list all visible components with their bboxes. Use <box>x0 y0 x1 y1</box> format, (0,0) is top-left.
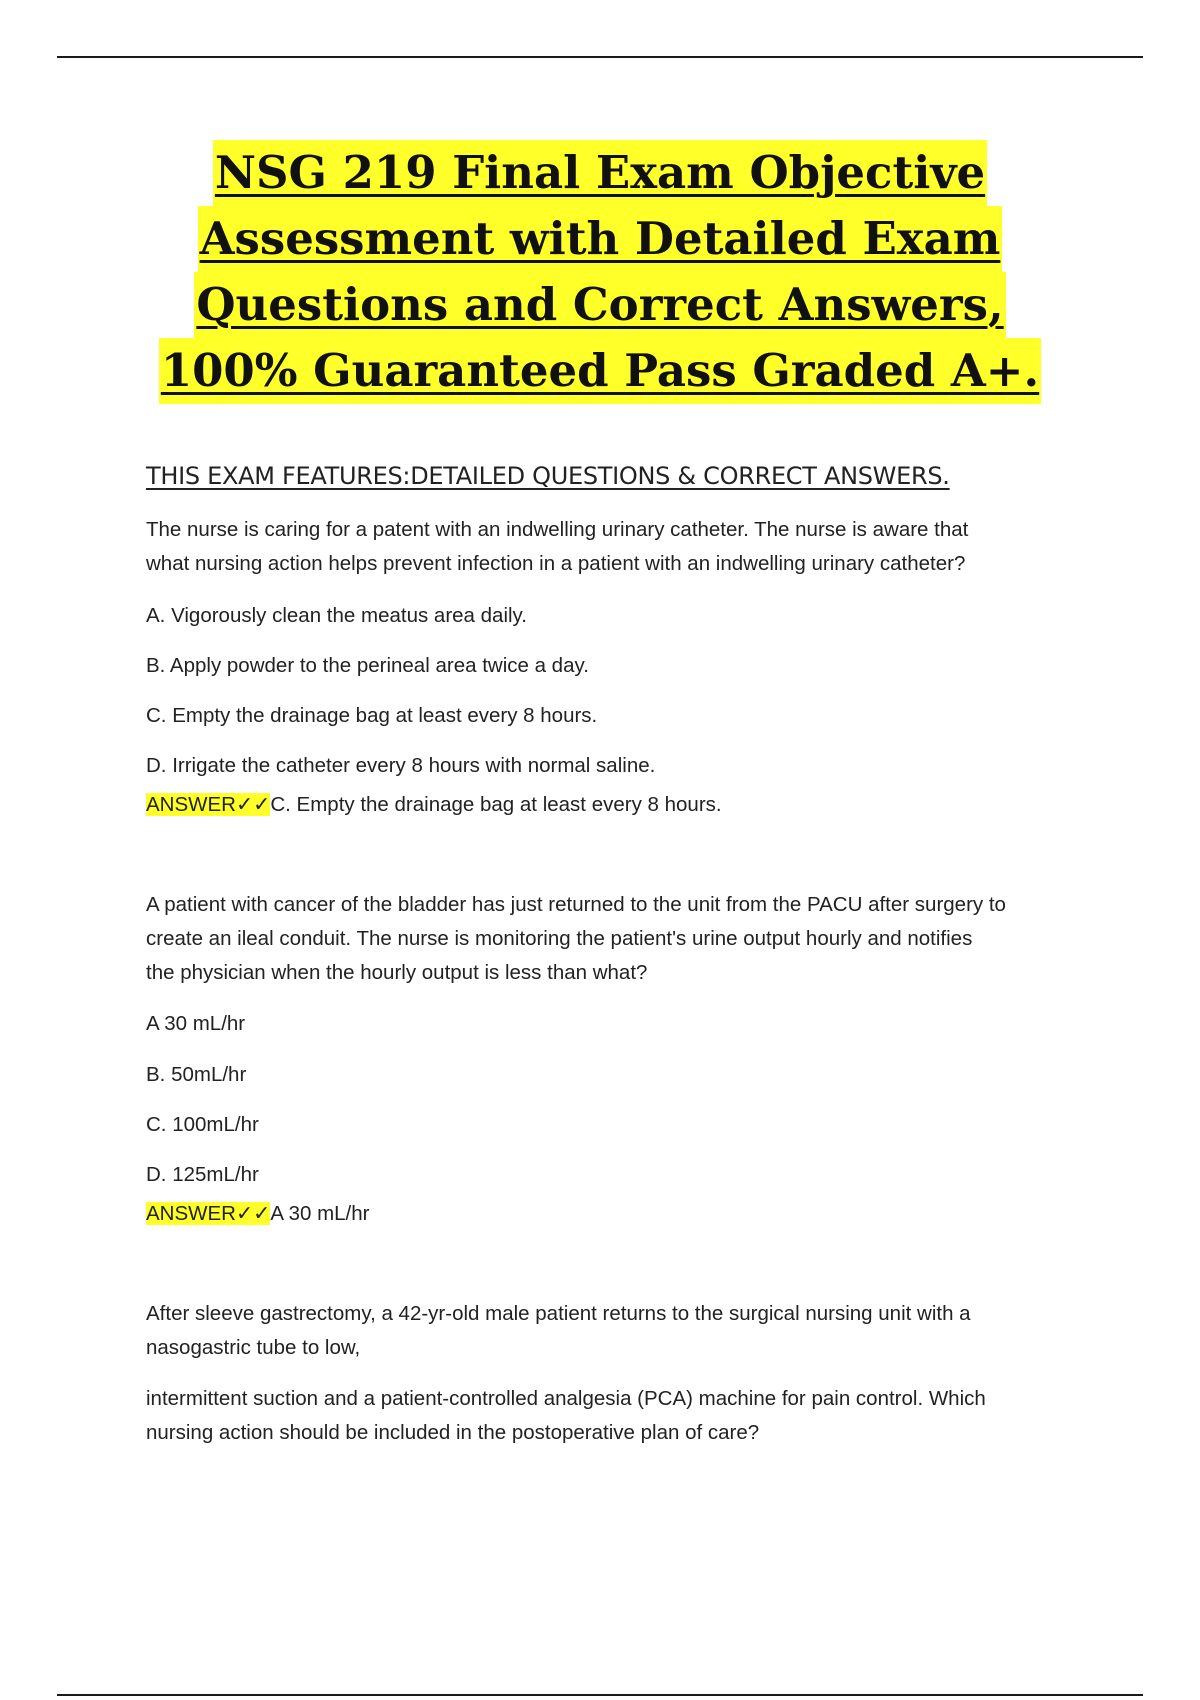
question-2-option-a: A 30 mL/hr <box>146 1012 246 1035</box>
features-heading: THIS EXAM FEATURES:DETAILED QUESTIONS & CORRECT ANSWERS. <box>146 462 950 490</box>
question-1-stem-line: The nurse is caring for a patent with an indwelling urinary catheter. The nurse is aware that <box>146 518 969 541</box>
answer-label: ANSWER✓✓ <box>146 793 271 816</box>
question-3-stem-line: After sleeve gastrectomy, a 42-yr-old male patient returns to the surgical nursing unit with a <box>146 1302 971 1325</box>
question-1-option-b: B. Apply powder to the perineal area twice a day. <box>146 654 589 677</box>
question-3-stem-line: nursing action should be included in the postoperative plan of care? <box>146 1421 760 1444</box>
title-line: NSG 219 Final Exam Objective <box>213 140 987 206</box>
footer-rule <box>57 1694 1143 1696</box>
answer-text: A 30 mL/hr <box>270 1202 370 1225</box>
question-3-stem-line: nasogastric tube to low, <box>146 1336 361 1359</box>
answer-label: ANSWER✓✓ <box>146 1202 271 1225</box>
question-2-option-d: D. 125mL/hr <box>146 1163 259 1186</box>
document-title <box>150 140 1050 404</box>
question-2-stem-line: A patient with cancer of the bladder has just returned to the unit from the PACU after surgery to <box>146 893 1006 916</box>
question-2-answer <box>146 1201 369 1226</box>
question-1-option-d: D. Irrigate the catheter every 8 hours with normal saline. <box>146 754 656 777</box>
title-line: 100% Guaranteed Pass Graded A+. <box>159 338 1041 404</box>
question-2-stem-line: the physician when the hourly output is less than what? <box>146 961 648 984</box>
title-line: Questions and Correct Answers, <box>194 272 1005 338</box>
title-line: Assessment with Detailed Exam <box>198 206 1003 272</box>
header-rule <box>57 56 1143 58</box>
question-2-option-b: B. 50mL/hr <box>146 1063 247 1086</box>
question-1-option-a: A. Vigorously clean the meatus area daily. <box>146 604 527 627</box>
question-3-stem-line: intermittent suction and a patient-controlled analgesia (PCA) machine for pain control. Which <box>146 1387 986 1410</box>
question-2-option-c: C. 100mL/hr <box>146 1113 259 1136</box>
question-1-option-c: C. Empty the drainage bag at least every 8 hours. <box>146 704 598 727</box>
answer-text: C. Empty the drainage bag at least every 8 hours. <box>270 793 722 816</box>
question-1-stem-line: what nursing action helps prevent infection in a patient with an indwelling urinary catheter? <box>146 552 966 575</box>
question-2-stem-line: create an ileal conduit. The nurse is monitoring the patient's urine output hourly and notifies <box>146 927 973 950</box>
question-1-answer <box>146 792 722 817</box>
